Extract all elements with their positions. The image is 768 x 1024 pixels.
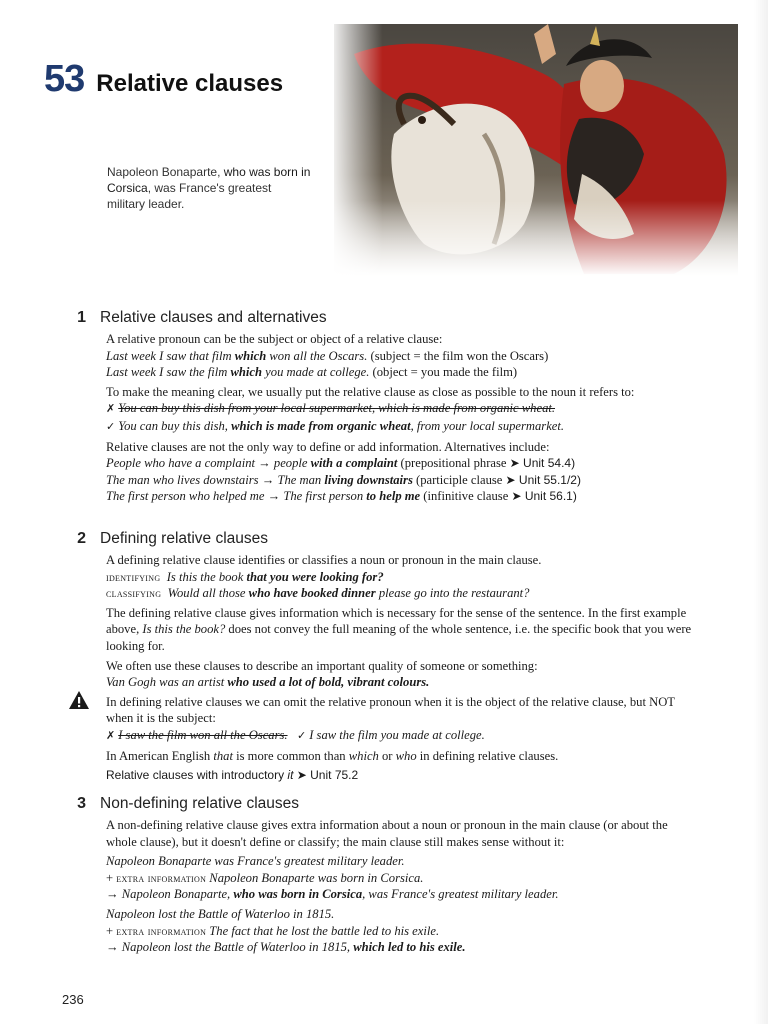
napoleon-painting (334, 24, 738, 276)
s3-example-1: Napoleon Bonaparte was France's greatest military leader. (106, 854, 405, 869)
warning-icon (68, 690, 90, 710)
s3-intro: A non-defining relative clause gives extra information about a noun or pronoun in the main clause (or about the whole clause), but it doesn't define or classify; the main clause still makes sense without it: (106, 818, 668, 849)
s2-cross-reference: Relative clauses with introductory it ➤ Unit 75.2 (106, 768, 359, 783)
section-2-body (106, 552, 696, 784)
s1-alt-3: The first person who helped me → The first person to help me (infinitive clause ➤ Unit 56.1) (106, 489, 577, 504)
s3-example-3: → Napoleon Bonaparte, who was born in Corsica, was France's greatest military leader. (106, 887, 559, 902)
s3-example-6: → Napoleon lost the Battle of Waterloo in 1815, which led to his exile. (106, 940, 466, 955)
s2-intro: A defining relative clause identifies or classifies a noun or pronoun in the main clause. (106, 553, 542, 567)
napoleon-painting-illustration (334, 24, 738, 276)
s3-example-4: Napoleon lost the Battle of Waterloo in 1815. (106, 906, 335, 921)
s1-right-example: ✓ You can buy this dish, which is made from organic wheat, from your local supermarket. (106, 418, 565, 433)
s3-example-5: + extra information The fact that he lost the battle led to his exile. (106, 923, 440, 938)
section-2-heading: 2 Defining relative clauses (77, 530, 269, 547)
section-3-body (106, 817, 696, 956)
s2-identifying: identifying Is this the book that you were looking for? (106, 569, 384, 584)
s2-american: In American English that is more common than which or who in defining relative clauses. (106, 748, 559, 763)
check-icon: ✓ (106, 419, 116, 433)
unit-number: 53 (44, 58, 85, 100)
cross-icon: ✗ (106, 728, 116, 742)
unit-name: Relative clauses (96, 70, 284, 97)
section-1-body (106, 331, 696, 505)
s1-example-2: Last week I saw the film which you made at college. (object = you made the film) (106, 365, 518, 380)
section-1-heading: 1 Relative clauses and alternatives (77, 309, 327, 326)
page-edge-shadow (754, 0, 768, 1024)
s1-wrong-example: ✗ You can buy this dish from your local supermarket, which is made from organic wheat. (106, 401, 556, 416)
s1-example-1: Last week I saw that film which won all the Oscars. (subject = the film won the Oscars) (106, 348, 549, 363)
page-number: 236 (62, 992, 84, 1007)
s1-alt-1: People who have a complaint → people with a complaint (prepositional phrase ➤ Unit 54.4) (106, 456, 576, 471)
cross-icon: ✗ (106, 402, 116, 416)
s2-omit-examples: ✗ I saw the film won all the Oscars. ✓ I saw the film you made at college. (106, 727, 485, 742)
s2-quality: We often use these clauses to describe an important quality of someone or something: (106, 658, 538, 673)
check-icon: ✓ (297, 728, 307, 742)
s2-omit: In defining relative clauses we can omit the relative pronoun when it is the object of the relative clause, but NOT when it is the subject: (106, 694, 675, 726)
s1-alt-2: The man who lives downstairs → The man living downstairs (participle clause ➤ Unit 55.1/2) (106, 472, 581, 487)
s1-intro: A relative pronoun can be the subject or object of a relative clause: (106, 332, 443, 346)
s1-alt-intro: Relative clauses are not the only way to define or add information. Alternatives include: (106, 439, 550, 454)
unit-title (44, 58, 283, 101)
photo-caption: Napoleon Bonaparte, who was born in Corsica, was France's greatest military leader. (107, 165, 311, 211)
s2-quality-example: Van Gogh was an artist who used a lot of bold, vibrant colours. (106, 675, 430, 690)
s3-example-2: + extra information Napoleon Bonaparte was born in Corsica. (106, 870, 424, 885)
s1-clear: To make the meaning clear, we usually put the relative clause as close as possible to the noun it refers to: (106, 384, 635, 399)
s2-info: The defining relative clause gives information which is necessary for the sense of the sentence. In the first example above, Is this the book? does not convey the full meaning of the whole sentence, i.e. the specific book that you were looking for. (106, 605, 692, 653)
s2-classifying: classifying Would all those who have booked dinner please go into the restaurant? (106, 586, 530, 601)
section-3-heading: 3 Non-defining relative clauses (77, 795, 300, 812)
